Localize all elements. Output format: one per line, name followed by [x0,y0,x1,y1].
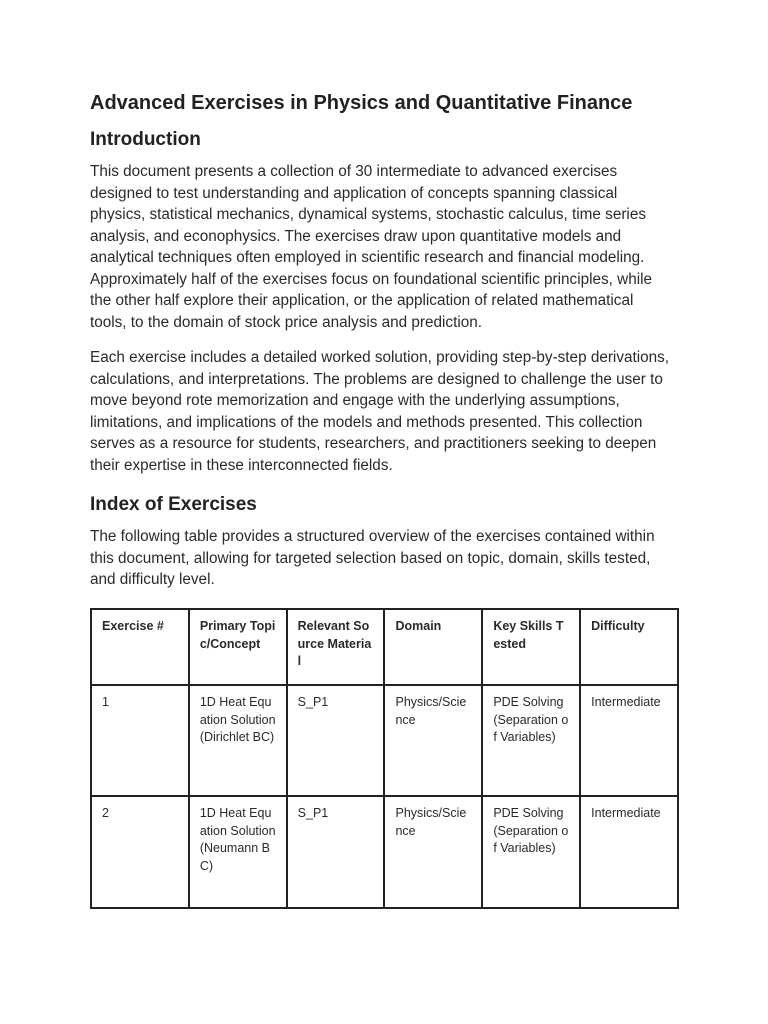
header-cell: Difficulty [580,609,678,685]
table-row [91,796,678,908]
intro-paragraph-1 [90,161,690,333]
table-cell: Physics/Science [384,796,482,908]
text-line: tools, to the domain of stock price analysis and prediction. [90,313,482,331]
text-line: This document presents a collection of 30 intermediate to advanced exercises [90,163,618,180]
header-cell: Exercise # [91,609,189,685]
text-line: The following table provides a structured overview of the exercises contained within [90,528,655,545]
header-cell: Relevant Source Material [287,609,385,685]
text-line: designed to test understanding and application of concepts spanning classical [90,184,618,202]
header-cell: Key Skills Tested [482,609,580,685]
introduction-heading: Introduction [90,129,201,150]
text-line: and difficulty level. [90,571,215,588]
table-cell: PDE Solving (Separation of Variables) [482,685,580,796]
table-cell: 2 [91,796,189,908]
table-cell: Physics/Science [384,685,482,796]
text-line: Approximately half of the exercises focus on foundational scientific principles, while [90,270,653,288]
table-cell: 1 [91,685,189,796]
index-heading: Index of Exercises [90,494,257,515]
table-cell: PDE Solving (Separation of Variables) [482,796,580,908]
text-line: move beyond rote memorization and engage with the underlying assumptions, [90,392,620,409]
table-cell: 1D Heat Equation Solution (Neumann BC) [189,796,287,908]
document-title: Advanced Exercises in Physics and Quantitative Finance [90,92,633,114]
table-cell: Intermediate [580,685,678,796]
table-row [91,685,678,796]
text-line: calculations, and interpretations. The problems are designed to challenge the user to [90,370,663,388]
table-cell: Intermediate [580,796,678,908]
header-cell: Domain [384,609,482,685]
intro-paragraph-2 [90,347,690,476]
table-cell: S_P1 [287,685,385,796]
table-cell: S_P1 [287,796,385,908]
table-header-row [91,609,678,685]
text-line: limitations, and implications of the models and methods presented. This collection [90,413,643,431]
text-line: physics, statistical mechanics, dynamical systems, stochastic calculus, time series [90,206,646,223]
index-paragraph [90,526,690,591]
text-line: Each exercise includes a detailed worked solution, providing step-by-step derivations, [90,349,670,366]
text-line: this document, allowing for targeted selection based on topic, domain, skills tested, [90,549,651,567]
text-line: their expertise in these interconnected fields. [90,456,393,474]
text-line: serves as a resource for students, researchers, and practitioners seeking to deepen [90,435,657,452]
text-line: analytical techniques often employed in scientific research and financial modeling. [90,249,645,266]
exercise-index-table [90,608,679,909]
text-line: analysis, and econophysics. The exercises draw upon quantitative models and [90,227,622,245]
table-cell: 1D Heat Equation Solution (Dirichlet BC) [189,685,287,796]
header-cell: Primary Topic/Concept [189,609,287,685]
text-line: the other half explore their application, or the application of related mathematical [90,292,634,309]
